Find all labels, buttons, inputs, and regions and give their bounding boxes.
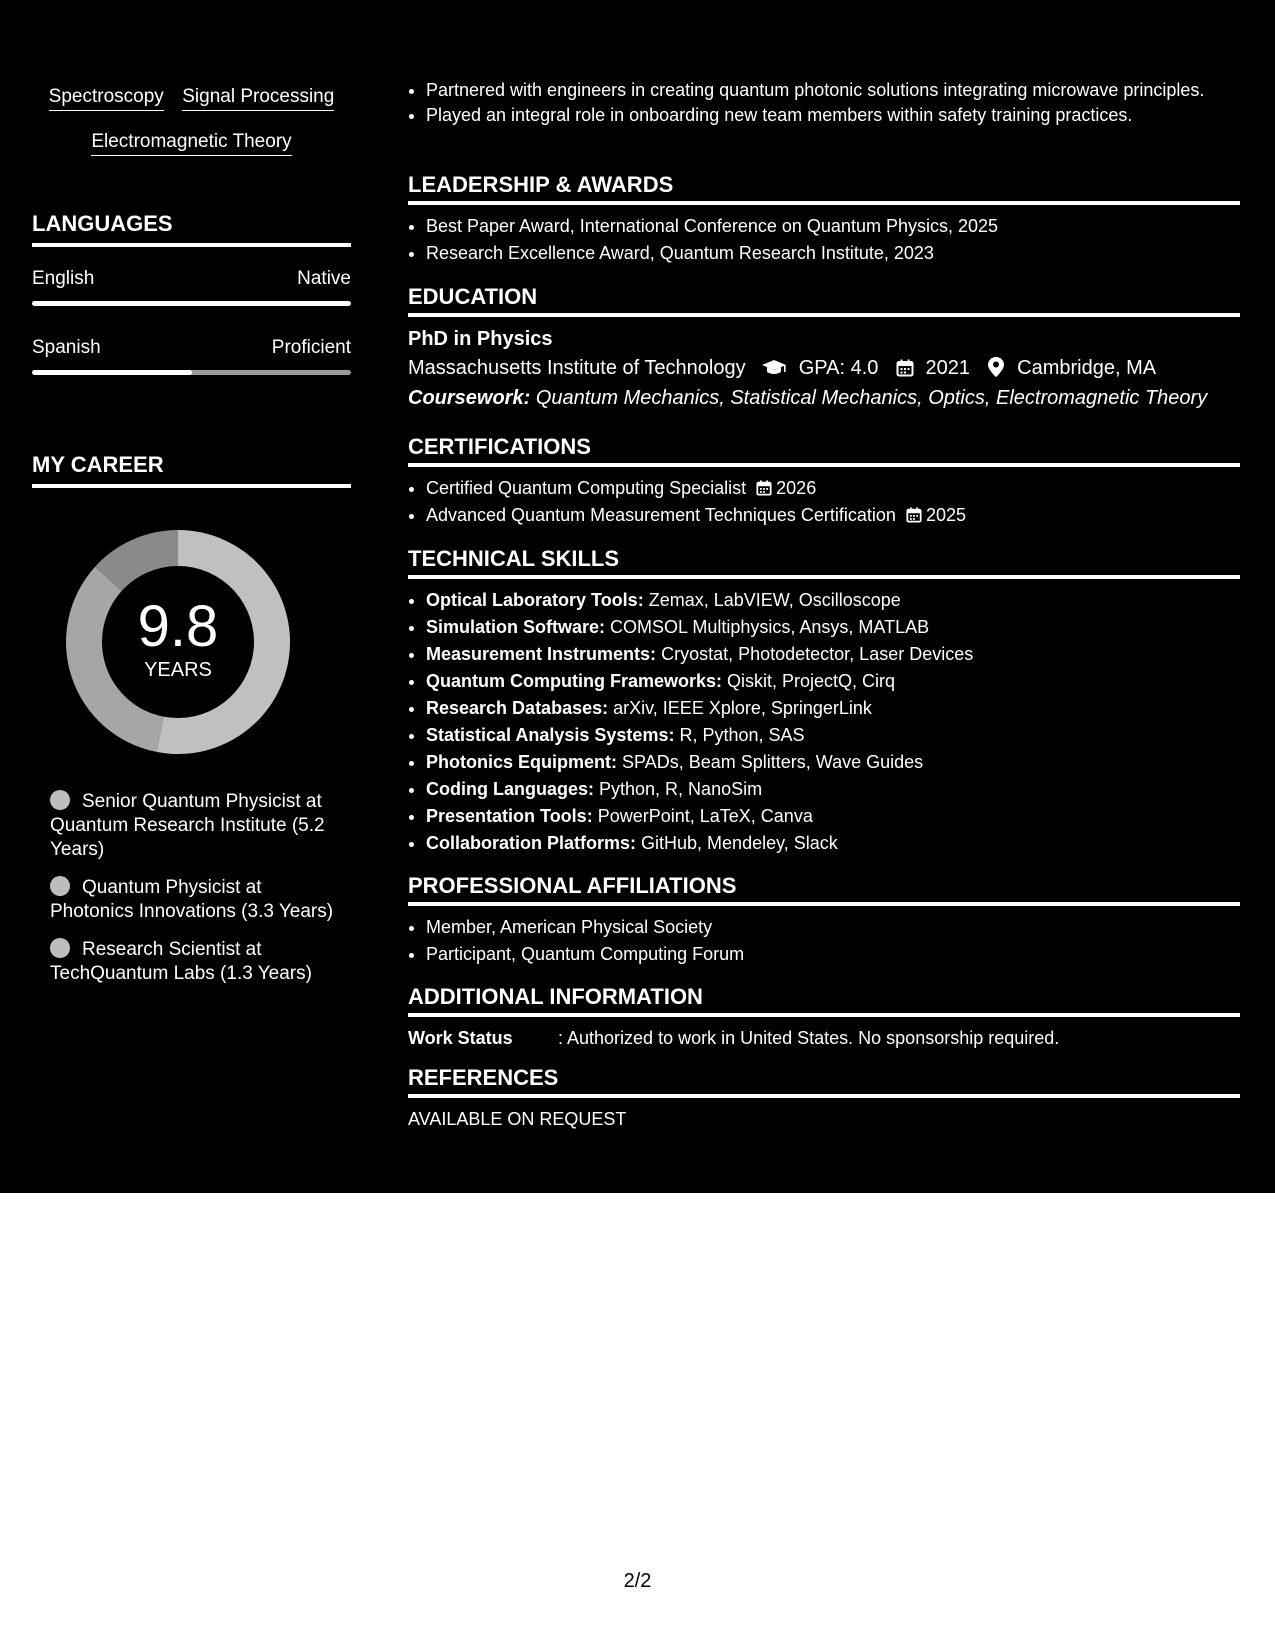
language-level-bar [32, 301, 351, 306]
language-level-fill [32, 370, 192, 375]
career-total-years: 9.8 [137, 593, 219, 659]
certifications-heading: CERTIFICATIONS [408, 434, 1240, 467]
experience-bullet: • Played an integral role in onboarding new team members within safety training practices. [426, 103, 1240, 128]
tech-skill-label: Research Databases: [426, 698, 609, 718]
tech-skill-label: Measurement Instruments: [426, 644, 657, 664]
tech-skill-value: R, Python, SAS [679, 725, 805, 745]
career-legend-item [50, 938, 340, 986]
calendar-icon [896, 359, 914, 377]
language-english [32, 268, 351, 306]
career-legend-text: Research Scientist at TechQuantum Labs (1.3 Years) [50, 939, 312, 984]
tech-skill-label: Collaboration Platforms: [426, 833, 637, 853]
skill-tag: Signal Processing [182, 86, 334, 111]
languages-heading: LANGUAGES [32, 211, 351, 247]
school-name: Massachusetts Institute of Technology [408, 357, 746, 379]
leadership-section [408, 172, 1240, 267]
tech-skill-value: Cryostat, Photodetector, Laser Devices [661, 644, 974, 664]
tech-skill-label: Quantum Computing Frameworks: [426, 671, 723, 691]
leadership-heading: LEADERSHIP & AWARDS [408, 172, 1240, 205]
certification-name: Certified Quantum Computing Specialist [426, 478, 747, 498]
tech-skill-value: GitHub, Mendeley, Slack [641, 833, 838, 853]
calendar-icon [906, 507, 922, 523]
references-text: AVAILABLE ON REQUEST [408, 1109, 627, 1129]
certification-year: 2026 [776, 478, 817, 498]
tech-skill-item [426, 776, 1240, 803]
tech-skill-label: Optical Laboratory Tools: [426, 590, 644, 610]
education-section [408, 284, 1240, 413]
references-heading: REFERENCES [408, 1065, 1240, 1098]
affiliations-heading: PROFESSIONAL AFFILIATIONS [408, 873, 1240, 906]
additional-info-heading: ADDITIONAL INFORMATION [408, 984, 1240, 1017]
work-status-label: Work Status [408, 1028, 513, 1048]
tech-skill-label: Photonics Equipment: [426, 752, 617, 772]
career-legend-item [50, 790, 340, 862]
language-level: Native [297, 268, 351, 289]
award-item: • Best Paper Award, International Conference on Quantum Physics, 2025 [426, 213, 1240, 240]
tech-skill-item [426, 641, 1240, 668]
tech-skill-label: Simulation Software: [426, 617, 606, 637]
graduation-year: 2021 [925, 357, 971, 379]
education-heading: EDUCATION [408, 284, 1240, 317]
school-location: Cambridge, MA [1017, 357, 1157, 379]
language-name: English [32, 268, 95, 289]
career-legend-item [50, 876, 340, 924]
legend-dot-icon [50, 938, 70, 958]
tech-skill-item [426, 830, 1240, 857]
career-legend-text: Senior Quantum Physicist at Quantum Research Institute (5.2 Years) [50, 791, 325, 860]
degree-title: PhD in Physics [408, 328, 553, 350]
tech-skill-item [426, 587, 1240, 614]
certifications-section [408, 434, 1240, 529]
coursework [408, 383, 1240, 413]
coursework-list: Quantum Mechanics, Statistical Mechanics, Optics, Electromagnetic Theory [535, 387, 1208, 409]
coursework-label: Coursework: [408, 387, 531, 409]
tech-skill-value: PowerPoint, LaTeX, Canva [597, 806, 813, 826]
legend-dot-icon [50, 876, 70, 896]
tech-skill-label: Coding Languages: [426, 779, 594, 799]
calendar-icon [756, 480, 772, 496]
award-item: • Research Excellence Award, Quantum Research Institute, 2023 [426, 240, 1240, 267]
skill-tag: Spectroscopy [49, 86, 164, 111]
technical-skills-heading: TECHNICAL SKILLS [408, 546, 1240, 579]
experience-continued [408, 78, 1240, 128]
tech-skill-value: Python, R, NanoSim [599, 779, 763, 799]
page-number: 2/2 [623, 1570, 652, 1592]
affiliation-item: • Participant, Quantum Computing Forum [426, 941, 1240, 968]
career-legend [50, 790, 340, 1000]
work-status [408, 1025, 1240, 1051]
graduation-cap-icon [761, 359, 787, 377]
tech-skill-value: Zemax, LabVIEW, Oscilloscope [648, 590, 901, 610]
location-pin-icon [988, 357, 1004, 377]
experience-bullet: • Partnered with engineers in creating quantum photonic solutions integrating microwave principles. [426, 78, 1240, 103]
tech-skill-item [426, 803, 1240, 830]
references-section [408, 1065, 1240, 1132]
career-legend-text: Quantum Physicist at Photonics Innovations (3.3 Years) [50, 877, 334, 922]
tech-skill-value: SPADs, Beam Splitters, Wave Guides [622, 752, 924, 772]
tech-skill-value: COMSOL Multiphysics, Ansys, MATLAB [610, 617, 930, 637]
affiliations-section [408, 873, 1240, 968]
language-level-fill [32, 301, 351, 306]
tech-skill-item [426, 614, 1240, 641]
language-spanish [32, 337, 351, 375]
legend-dot-icon [50, 790, 70, 810]
work-status-value: : Authorized to work in United States. No sponsorship required. [558, 1028, 1060, 1048]
language-level: Proficient [271, 337, 351, 358]
tech-skill-item [426, 722, 1240, 749]
certification-name: Advanced Quantum Measurement Techniques Certification [426, 505, 896, 525]
career-heading: MY CAREER [32, 452, 351, 488]
tech-skill-item [426, 668, 1240, 695]
additional-info-section [408, 984, 1240, 1051]
certification-item [426, 475, 1240, 502]
tech-skill-item [426, 695, 1240, 722]
language-level-bar [32, 370, 351, 375]
tech-skill-item [426, 749, 1240, 776]
language-name: Spanish [32, 337, 101, 358]
tech-skill-value: arXiv, IEEE Xplore, SpringerLink [613, 698, 872, 718]
technical-skills-section [408, 546, 1240, 857]
career-total-unit: YEARS [144, 658, 212, 681]
certification-item [426, 502, 1240, 529]
tech-skill-label: Presentation Tools: [426, 806, 593, 826]
career-donut-chart [66, 530, 290, 754]
skill-tag: Electromagnetic Theory [91, 131, 291, 156]
gpa: GPA: 4.0 [798, 357, 879, 379]
affiliation-item: • Member, American Physical Society [426, 914, 1240, 941]
education-details [408, 353, 1240, 383]
certification-year: 2025 [925, 505, 966, 525]
tech-skill-value: Qiskit, ProjectQ, Cirq [727, 671, 896, 691]
skill-tags [32, 86, 351, 176]
tech-skill-label: Statistical Analysis Systems: [426, 725, 675, 745]
